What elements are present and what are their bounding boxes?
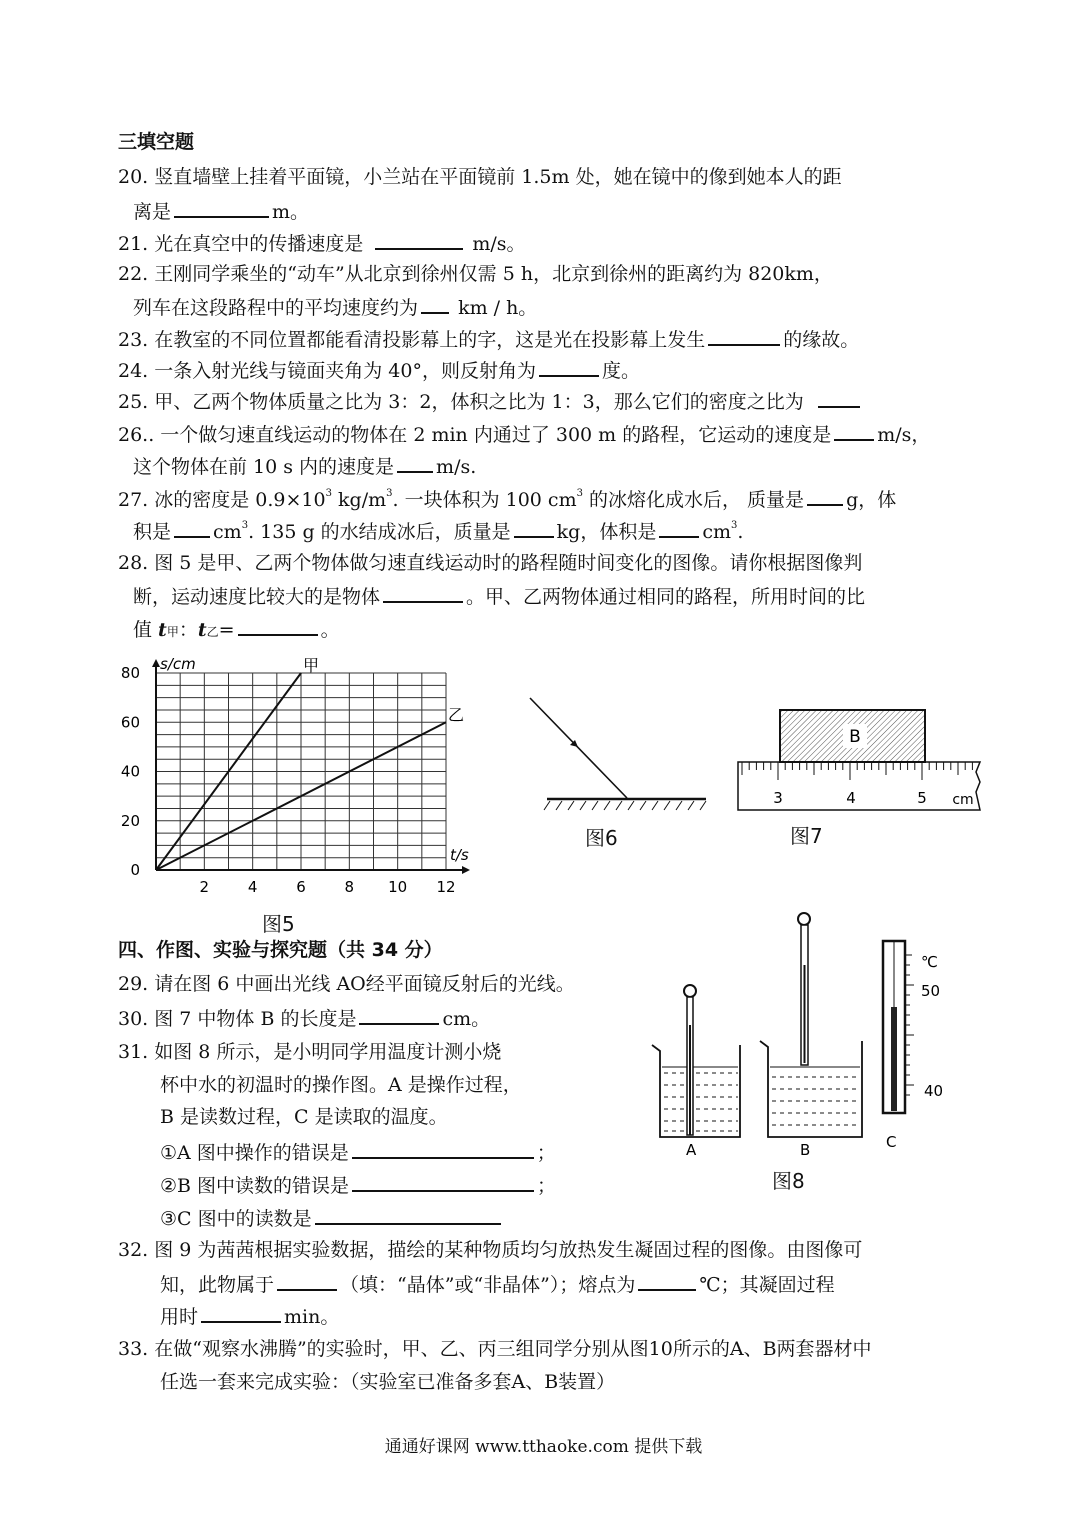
answer-blank	[818, 388, 860, 408]
page-footer: 通通好课网 www.tthaoke.com 提供下载	[384, 1437, 703, 1457]
q25: 25. 甲、乙两个物体质量之比为 3：2，体积之比为 1：3，那么它们的密度之比为	[118, 388, 863, 414]
q32-line2: 知，此物属于 （填：“晶体”或“非晶体”）；熔点为 ℃；其凝固过程	[160, 1271, 835, 1297]
answer-blank	[174, 198, 269, 218]
ruler-unit: cm	[952, 792, 974, 808]
thermometer-c	[883, 941, 914, 1113]
mirror-hatching	[544, 801, 706, 810]
fig5-st-chart	[110, 645, 490, 900]
x-tick-label: 10	[388, 878, 408, 896]
q33-line1: 33. 在做“观察水沸腾”的实验时，甲、乙、丙三组同学分别从图10所示的A、B两套器材中	[118, 1338, 872, 1360]
answer-blank	[834, 421, 874, 441]
beaker-b	[760, 913, 862, 1137]
y-tick-label: 0	[130, 861, 140, 879]
q31-line3: B 是读数过程，C 是读取的温度。	[160, 1106, 448, 1128]
y-tick-label: 20	[120, 811, 140, 830]
ruler-tick-label: 3	[773, 789, 783, 807]
answer-blank	[807, 486, 843, 506]
q26-line1: 26.. 一个做匀速直线运动的物体在 2 min 内通过了 300 m 的路程，它运动的速度是 m/s，	[118, 421, 930, 447]
fig6-caption: 图6	[585, 826, 618, 850]
block-b-label: B	[849, 727, 861, 747]
q29: 29. 请在图 6 中画出光线 AO经平面镜反射后的光线。	[118, 973, 575, 995]
unit-celsius: ℃	[921, 953, 938, 971]
answer-blank	[352, 1139, 534, 1159]
q31-line6: ③C 图中的读数是	[160, 1205, 504, 1231]
q31-line2: 杯中水的初温时的操作图。A 是操作过程，	[160, 1074, 522, 1096]
q31-line5: ②B 图中读数的错误是 ；	[160, 1172, 556, 1198]
q21: 21. 光在真空中的传播速度是 m/s。	[118, 230, 525, 256]
answer-blank	[397, 453, 433, 473]
q33-line2: 任选一套来完成实验：（实验室已准备多套A、B装置）	[160, 1371, 616, 1393]
q22-line2: 列车在这段路程中的平均速度约为 km / h。	[133, 294, 537, 320]
arrow-icon	[152, 659, 160, 667]
y-axis-label: s/cm	[160, 655, 196, 673]
section4-title: 四、作图、实验与探究题（共 34 分）	[118, 939, 443, 961]
answer-blank	[539, 357, 599, 377]
q22-line1: 22. 王刚同学乘坐的“动车”从北京到徐州仅需 5 h，北京到徐州的距离约为 820km，	[118, 263, 833, 285]
tick-40: 40	[924, 1082, 944, 1100]
answer-blank	[359, 1005, 439, 1025]
answer-blank	[238, 616, 318, 636]
answer-blank	[514, 518, 554, 538]
x-tick-label: 12	[436, 878, 456, 896]
q32-line1: 32. 图 9 为茜茜根据实验数据，描绘的某种物质均匀放热发生凝固过程的图像。由图像可	[118, 1239, 863, 1261]
q28-line2: 断，运动速度比较大的是物体 。甲、乙两物体通过相同的路程，所用时间的比	[133, 583, 865, 609]
y-tick-label: 40	[120, 762, 140, 781]
arrow-icon	[462, 866, 470, 874]
answer-blank	[708, 326, 780, 346]
q28-line3: 值 t甲：t乙= 。	[133, 616, 340, 644]
fig7-ruler-diagram	[730, 700, 990, 820]
incident-ray	[530, 698, 627, 798]
q20-line2: 离是 m。	[133, 198, 309, 224]
answer-blank	[352, 1172, 534, 1192]
q30: 30. 图 7 中物体 B 的长度是 cm。	[118, 1005, 490, 1031]
x-tick-label: 6	[296, 878, 306, 896]
q31-line1: 31. 如图 8 所示，是小明同学用温度计测小烧	[118, 1041, 502, 1063]
x-tick-label: 8	[344, 878, 355, 896]
answer-blank	[201, 1303, 281, 1323]
answer-blank	[174, 518, 210, 538]
ruler-tick-label: 5	[917, 789, 927, 807]
q27-line1: 27. 冰的密度是 $0.9\times 10^3$ $kg/m^3$. 一块体积为 100 $cm^3$ 的冰熔化成水后， 质量是 g，体	[118, 488, 897, 511]
answer-blank	[421, 294, 449, 314]
label-a: A	[686, 1141, 697, 1159]
q27-line2: 积是 $cm^3$. 135 g 的水结成冰后，质量是 kg，体积是 $cm^3$.	[133, 520, 744, 543]
x-tick-label: 2	[199, 878, 210, 896]
answer-blank	[659, 518, 699, 538]
tick-50: 50	[921, 982, 941, 1000]
series-label: 甲	[303, 656, 320, 675]
ruler-tick-label: 4	[846, 789, 856, 807]
q32-line3: 用时 min。	[160, 1303, 339, 1329]
fig7-caption: 图7	[790, 824, 823, 848]
x-tick-label: 4	[247, 878, 258, 896]
series-label: 乙	[448, 705, 465, 725]
label-b: B	[800, 1141, 811, 1159]
fig5-caption: 图5	[262, 912, 295, 936]
label-c: C	[886, 1133, 897, 1151]
y-tick-label: 60	[120, 713, 140, 732]
fig8-thermometer-diagram	[640, 905, 970, 1195]
y-tick-label: 80	[120, 664, 140, 682]
q23: 23. 在教室的不同位置都能看清投影幕上的字，这是光在投影幕上发生 的缘故。	[118, 326, 859, 352]
x-axis-label: t/s	[450, 846, 469, 864]
answer-blank	[375, 230, 463, 250]
beaker-a	[652, 985, 740, 1137]
answer-blank	[383, 583, 463, 603]
q20-line1: 20. 竖直墙壁上挂着平面镜，小兰站在平面镜前 1.5m 处，她在镜中的像到她本人的距	[118, 166, 842, 188]
answer-blank	[638, 1271, 696, 1291]
fig8-caption: 图8	[772, 1169, 805, 1193]
answer-blank	[315, 1205, 501, 1225]
q31-line4: ①A 图中操作的错误是 ；	[160, 1139, 556, 1165]
q24: 24. 一条入射光线与镜面夹角为 40°，则反射角为 度。	[118, 357, 640, 383]
answer-blank	[277, 1271, 337, 1291]
fig6-mirror-diagram	[520, 690, 720, 820]
q28-line1: 28. 图 5 是甲、乙两个物体做匀速直线运动时的路程随时间变化的图像。请你根据图像判	[118, 552, 863, 574]
section3-title: 三填空题	[118, 131, 195, 153]
q26-line2: 这个物体在前 10 s 内的速度是 m/s.	[133, 453, 476, 479]
